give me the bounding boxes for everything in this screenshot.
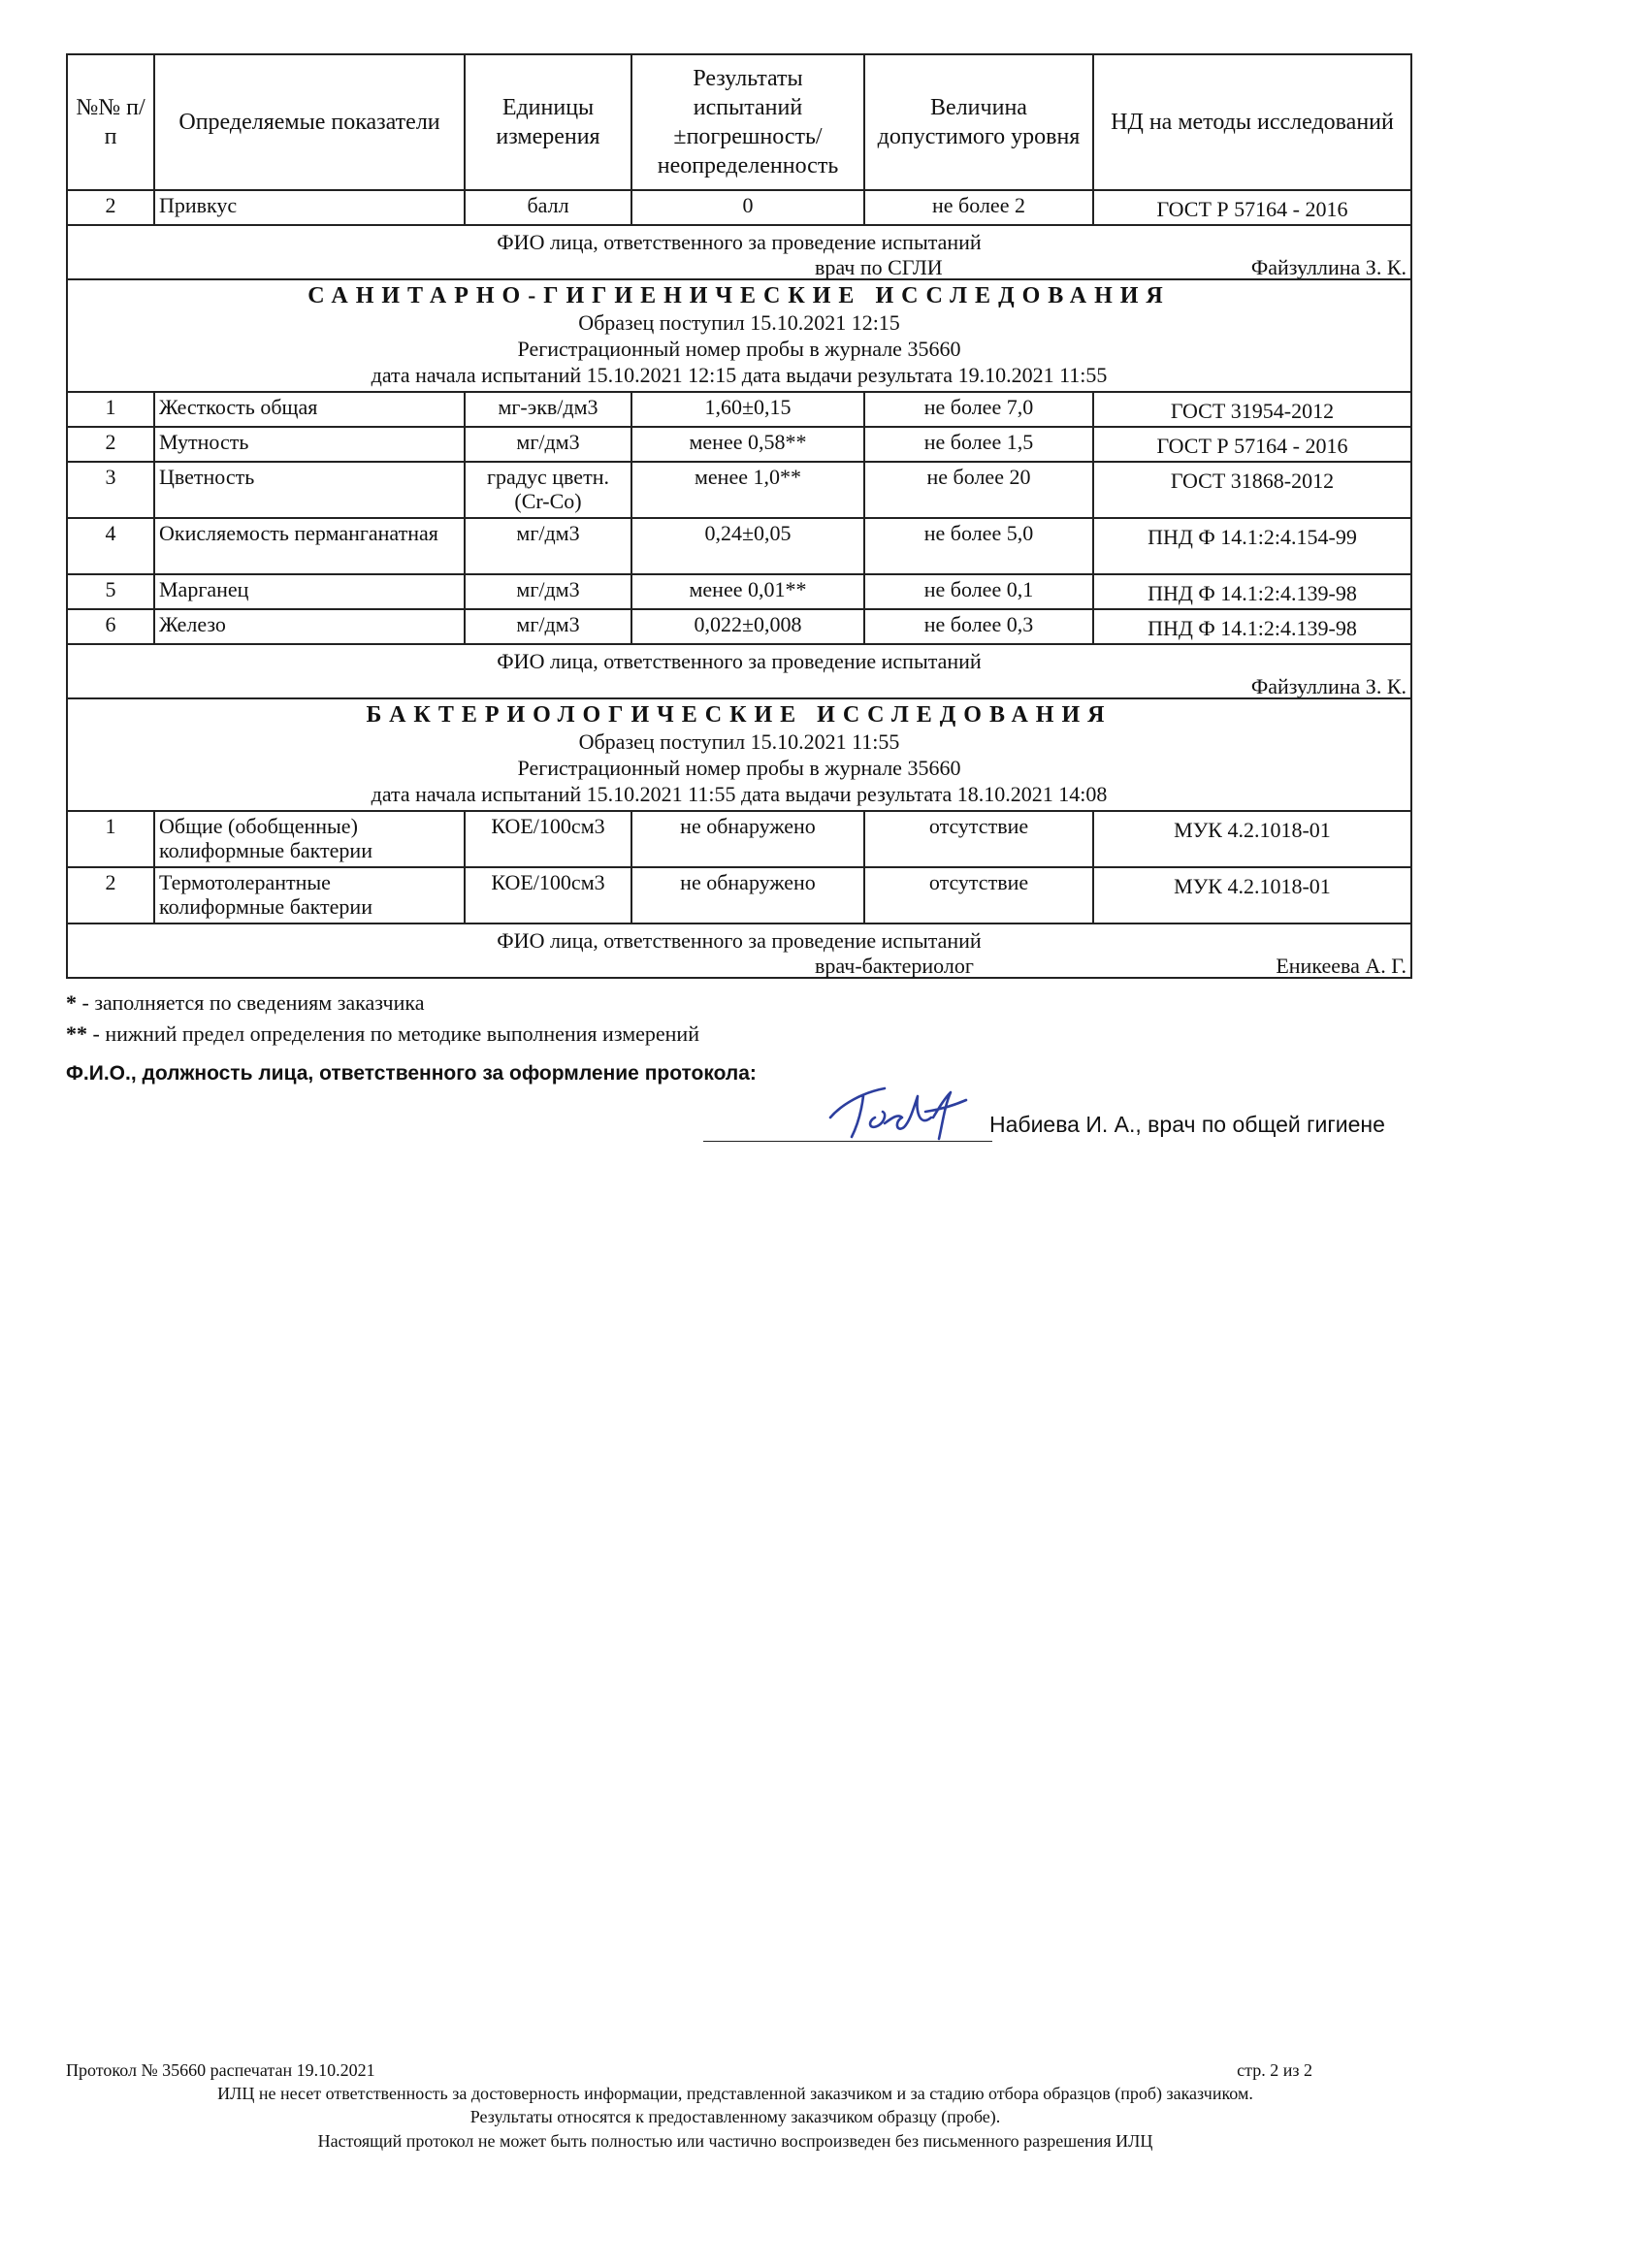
table-row (67, 867, 1411, 923)
row-method: ПНД Ф 14.1:2:4.139-98 (1093, 574, 1411, 609)
row-result: менее 1,0** (631, 462, 864, 518)
header-unit: Единицы измерения (465, 54, 631, 190)
results-table (66, 53, 1412, 979)
disclaimer-line: ИЛЦ не несет ответственность за достоверность информации, представленной заказчиком и за стадию отбора образцов (проб) заказчиком. (217, 2084, 1253, 2103)
row-num: 1 (67, 811, 154, 867)
responsible-name: Еникеева А. Г. (1276, 953, 1406, 978)
row-indicator: Окисляемость перманганатная (154, 518, 465, 574)
row-method: МУК 4.2.1018-01 (1093, 811, 1411, 867)
footnotes (66, 988, 699, 1050)
row-num: 2 (67, 867, 154, 923)
row-unit: мг/дм3 (465, 427, 631, 462)
row-method: МУК 4.2.1018-01 (1093, 867, 1411, 923)
header-indicator: Определяемые показатели (154, 54, 465, 190)
section-title: БАКТЕРИОЛОГИЧЕСКИЕ ИССЛЕДОВАНИЯ (366, 701, 1113, 728)
row-method: ПНД Ф 14.1:2:4.139-98 (1093, 609, 1411, 644)
responsible-name: Файзуллина З. К. (1250, 673, 1406, 698)
row-unit: мг/дм3 (465, 574, 631, 609)
responsible-row (67, 644, 1411, 698)
row-limit: не более 7,0 (864, 392, 1093, 427)
row-result: не обнаружено (631, 811, 864, 867)
row-method: ГОСТ 31954-2012 (1093, 392, 1411, 427)
row-num: 2 (67, 190, 154, 225)
responsible-label: ФИО лица, ответственного за проведение испытаний (497, 648, 982, 673)
row-result: 1,60±0,15 (631, 392, 864, 427)
row-indicator: Общие (обобщенные) колиформные бактерии (154, 811, 465, 867)
test-dates: дата начала испытаний 15.10.2021 11:55 дата выдачи результата 18.10.2021 14:08 (371, 781, 1108, 806)
row-unit: градус цветн.(Cr-Co) (465, 462, 631, 518)
table-row (67, 462, 1411, 518)
protocol-responsible-name: Набиева И. А., врач по общей гигиене (989, 1112, 1385, 1137)
row-method: ГОСТ Р 57164 - 2016 (1093, 190, 1411, 225)
page-number: стр. 2 из 2 (1237, 2060, 1312, 2080)
row-limit: отсутствие (864, 867, 1093, 923)
header-result: Результаты испытаний ±погрешность/ неопределенность (631, 54, 864, 190)
table-row (67, 190, 1411, 225)
row-limit: не более 2 (864, 190, 1093, 225)
row-unit: КОЕ/100см3 (465, 867, 631, 923)
row-num: 3 (67, 462, 154, 518)
row-result: менее 0,01** (631, 574, 864, 609)
table-row (67, 427, 1411, 462)
disclaimer-line: Настоящий протокол не может быть полностью или частично воспроизведен без письменного разрешения ИЛЦ (317, 2130, 1153, 2151)
signature-icon (824, 1079, 989, 1145)
row-method: ПНД Ф 14.1:2:4.154-99 (1093, 518, 1411, 574)
sample-received: Образец поступил 15.10.2021 11:55 (578, 729, 900, 755)
section-header (67, 279, 1411, 392)
footnote-1 (66, 988, 699, 1019)
page-footer (66, 2058, 1405, 2153)
table-row (67, 392, 1411, 427)
responsible-name: Файзуллина З. К. (1250, 255, 1406, 279)
row-num: 1 (67, 392, 154, 427)
footnote-mark: ** (66, 1021, 87, 1046)
row-indicator: Марганец (154, 574, 465, 609)
row-num: 5 (67, 574, 154, 609)
row-indicator: Мутность (154, 427, 465, 462)
section-header (67, 698, 1411, 811)
row-result: 0,022±0,008 (631, 609, 864, 644)
responsible-role: врач по СГЛИ (815, 255, 943, 279)
row-indicator: Термотолерантные колиформные бактерии (154, 867, 465, 923)
header-limit: Величина допустимого уровня (864, 54, 1093, 190)
row-limit: не более 0,3 (864, 609, 1093, 644)
header-num: №№ п/п (67, 54, 154, 190)
responsible-row (67, 923, 1411, 978)
row-limit: отсутствие (864, 811, 1093, 867)
responsible-label: ФИО лица, ответственного за проведение испытаний (497, 230, 982, 254)
row-num: 2 (67, 427, 154, 462)
table-row (67, 574, 1411, 609)
row-indicator: Жесткость общая (154, 392, 465, 427)
registration-number: Регистрационный номер пробы в журнале 35660 (517, 337, 961, 362)
table-row (67, 811, 1411, 867)
registration-number: Регистрационный номер пробы в журнале 35660 (517, 755, 961, 780)
protocol-printed: Протокол № 35660 распечатан 19.10.2021 (66, 2060, 375, 2080)
row-unit: балл (465, 190, 631, 225)
row-unit: мг/дм3 (465, 609, 631, 644)
test-dates: дата начала испытаний 15.10.2021 12:15 дата выдачи результата 19.10.2021 11:55 (371, 362, 1108, 387)
responsible-row (67, 225, 1411, 279)
sample-received: Образец поступил 15.10.2021 12:15 (578, 310, 900, 336)
row-indicator: Привкус (154, 190, 465, 225)
row-method: ГОСТ Р 57164 - 2016 (1093, 427, 1411, 462)
row-num: 6 (67, 609, 154, 644)
row-method: ГОСТ 31868-2012 (1093, 462, 1411, 518)
row-limit: не более 1,5 (864, 427, 1093, 462)
row-result: 0 (631, 190, 864, 225)
protocol-responsible-label: Ф.И.О., должность лица, ответственного за оформление протокола: (66, 1062, 757, 1085)
row-result: менее 0,58** (631, 427, 864, 462)
row-unit: КОЕ/100см3 (465, 811, 631, 867)
row-limit: не более 0,1 (864, 574, 1093, 609)
footnote-text: - нижний предел определения по методике выполнения измерений (87, 1021, 699, 1046)
row-unit: мг-экв/дм3 (465, 392, 631, 427)
table-row (67, 609, 1411, 644)
row-indicator: Цветность (154, 462, 465, 518)
row-result: не обнаружено (631, 867, 864, 923)
row-limit: не более 20 (864, 462, 1093, 518)
row-num: 4 (67, 518, 154, 574)
table-header-row (67, 54, 1411, 190)
footnote-mark: * (66, 990, 77, 1015)
responsible-role: врач-бактериолог (815, 953, 974, 978)
row-indicator: Железо (154, 609, 465, 644)
disclaimer-line: Результаты относятся к предоставленному заказчиком образцу (пробе). (469, 2107, 1001, 2127)
footnote-text: - заполняется по сведениям заказчика (77, 990, 425, 1015)
row-limit: не более 5,0 (864, 518, 1093, 574)
header-method: НД на методы исследований (1093, 54, 1411, 190)
section-title: САНИТАРНО-ГИГИЕНИЧЕСКИЕ ИССЛЕДОВАНИЯ (307, 283, 1171, 308)
table-row (67, 518, 1411, 574)
row-unit: мг/дм3 (465, 518, 631, 574)
responsible-label: ФИО лица, ответственного за проведение испытаний (497, 927, 982, 953)
row-result: 0,24±0,05 (631, 518, 864, 574)
footnote-2 (66, 1019, 699, 1050)
